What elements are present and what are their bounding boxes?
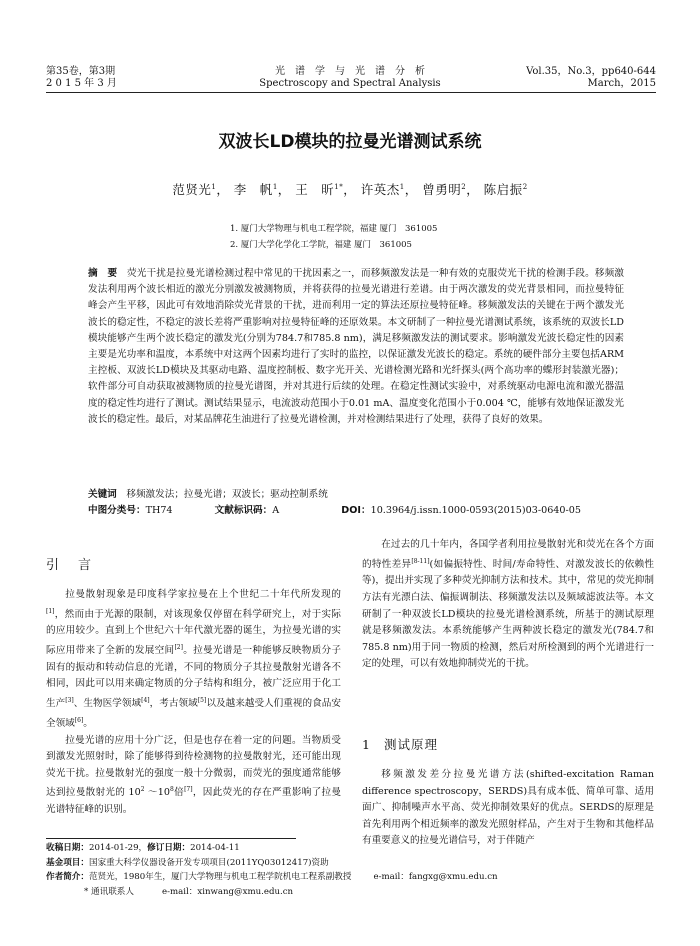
corresponding-email[interactable]: e-mail：xinwang@xmu.edu.cn bbox=[162, 886, 294, 897]
intro-body bbox=[46, 587, 341, 819]
affiliation-2: 2. 厦门大学化学化工学院，福建 厦门 361005 bbox=[230, 240, 412, 250]
section-1-heading: 1 测试原理 bbox=[362, 737, 438, 752]
doi[interactable]: 10.3964/j.issn.1000-0593(2015)03-0640-05 bbox=[370, 505, 581, 516]
intro-heading: 引 言 bbox=[46, 558, 95, 573]
right-column-paragraph-2: 移频激发差分拉曼光谱方法(shifted-excitation Raman difference spectroscopy，SERDS)具有成本低、简单可靠、适用面广、抑制噪声水平高、荧光抑制效果好的优点。SERDS的原理是首先利用两个相近频率的激发光照射样品，产生对于生物和其他样品有重要意义的拉曼光谱信号，对于伴随产 bbox=[362, 769, 654, 847]
header-pages: Vol.35，No.3，pp640-644 March，2015 bbox=[526, 66, 656, 89]
header-journal-title: 光 谱 学 与 光 谱 分 析 Spectroscopy and Spectral Analysis bbox=[259, 66, 441, 89]
footnote-fund: 基金项目：国家重大科学仪器设备开发专项项目(2011YQ03012417)资助 bbox=[46, 857, 329, 868]
intro-paragraph-2: 拉曼光谱的应用十分广泛，但是也存在着一定的问题。当物质受到激发光照射时，除了能够得到待检测物的拉曼散射光，还可能出现荧光干扰。拉曼散射光的强度一般十分微弱，而荧光的强度通常能够达到拉曼散射光的 $10^2$ $\sim 10^8$倍[7]，因此荧光的存在严重影响了拉曼光谱特征峰的识别。 bbox=[46, 734, 342, 816]
author: 李 帆$^1$ bbox=[233, 182, 278, 197]
abstract-label: 摘 要 bbox=[88, 268, 118, 279]
author: 范贤光$^1$ bbox=[172, 182, 217, 197]
paper-title: 双波长LD模块的拉曼光谱测试系统 bbox=[218, 132, 482, 152]
classification-line: 中图分类号：TH74 文献标识码：A DOI：10.3964/j.issn.1000-0593(2015)03-0640-05 bbox=[88, 505, 581, 516]
header-rule bbox=[46, 92, 656, 93]
intro-paragraph-1: 拉曼散射现象是印度科学家拉曼在上个世纪二十年代所发现的[1]，然而由于光源的限制，对该现象仅停留在科学研究上，对于实际的应用较少。直到上个世纪六十年代激光器的诞生，为拉曼光谱的实际应用带来了全新的发展空间[2]。拉曼光谱是一种能够反映物质分子固有的振动和转动信息的光谱，不同的物质分子其拉曼散射光谱各不相同，因此可以用来确定物质的分子结构和组分，被广泛应用于化工生产[3]、生物医学领域[4]，考古领域[5]以及越来越受人们重视的食品安全领域[6]。 bbox=[46, 589, 342, 729]
footnote-author-bio: 作者简介：范贤光，1980年生，厦门大学物理与机电工程学院机电工程系副教授 e-mail：fangxg@xmu.edu.cn bbox=[46, 872, 498, 883]
footnote-dates: 收稿日期：2014-01-29，修订日期：2014-04-11 bbox=[46, 843, 240, 853]
author: 陈启振$^2$ bbox=[483, 182, 528, 197]
footnote-corresponding: * 通讯联系人 e-mail：xinwang@xmu.edu.cn bbox=[84, 886, 294, 897]
footnotes bbox=[46, 841, 666, 899]
author: 许英杰$^1$ bbox=[360, 182, 405, 197]
author: 曾勇明$^2$ bbox=[422, 182, 467, 197]
keywords: 关键词 移频激发法；拉曼光谱；双波长；驱动控制系统 bbox=[88, 489, 328, 500]
author: 王 昕$^{1*}$ bbox=[295, 182, 344, 197]
affiliation-1: 1. 厦门大学物理与机电工程学院，福建 厦门 361005 bbox=[230, 224, 438, 234]
abstract-text: 荧光干扰是拉曼光谱检测过程中常见的干扰因素之一，而移频激发法是一种有效的克服荧光干扰的检测手段。移频激发法利用两个波长相近的激光分别激发被测物质，并将获得的拉曼光谱进行差谱。由于两次激发的荧光背景相同，而拉曼特征峰会产生平移，因此可有效地消除荧光背景的干扰，进而利用一定的算法还原拉曼特征峰。移频激发法的关键在于两个激发光波长的稳定性，不稳定的波长差将严重影响对拉曼特征峰的还原效果。本文研制了一种拉曼光谱测试系统，该系统的双波长LD模块能够产生两个波长稳定的激发光(分别为784.7和785.8 nm)，满足移频激发法的测试要求。影响激发光波长稳定性的因素主要是光功率和温度，本系统中对这两个因素均进行了实时的监控，以保证激发光波长的稳定。系统的硬件部分主要包括ARM主控板、双波长LD模块及其驱动电路、温度控制板、数字光开关、光谱检测光路和光纤探头(两个高功率的蝶形封装激光器)；软件部分可自动获取被测物质的拉曼光谱图，并对其进行后续的处理。在稳定性测试实验中，对系统驱动电源电流和激光器温度的稳定性均进行了测试。测试结果显示，电流波动范围小于0.01 mA、温度变化范围小于0.004 ℃，能够有效地保证激发光波长的稳定性。最后，对某品牌花生油进行了拉曼光谱检测，并对检测结果进行了处理，获得了良好的效果。 bbox=[88, 268, 625, 425]
author-list: 范贤光$^1$， 李 帆$^1$， 王 昕$^{1*}$， 许英杰$^1$， 曾勇明$^2$， 陈启振$^2$ bbox=[172, 182, 528, 197]
footnote-rule bbox=[46, 838, 296, 839]
header-journal-volume: 第35卷，第3期 2 0 1 5 年 3 月 bbox=[46, 66, 117, 89]
right-column-paragraph-1: 在过去的几十年内，各国学者利用拉曼散射光和荧光在各个方面的特性差异[8-11](如偏振特性、时间/寿命特性、对激发波长的依赖性等)，提出并实现了多种荧光抑制方法和技术。其中，常见的荧光抑制方法有光漂白法、偏振调制法、移频激发法以及频域滤波法等。本文研制了一种双波长LD模块的拉曼光谱检测系统，所基于的测试原理就是移频激发法。本系统能够产生两种波长稳定的激发光(784.7和785.8 nm)用于同一物质的检测，然后对所检测到的两个光谱进行一定的处理，可以有效地抑制荧光的干扰。 bbox=[362, 539, 655, 670]
author-email[interactable]: e-mail：fangxg@xmu.edu.cn bbox=[373, 872, 498, 883]
abstract bbox=[88, 266, 624, 428]
